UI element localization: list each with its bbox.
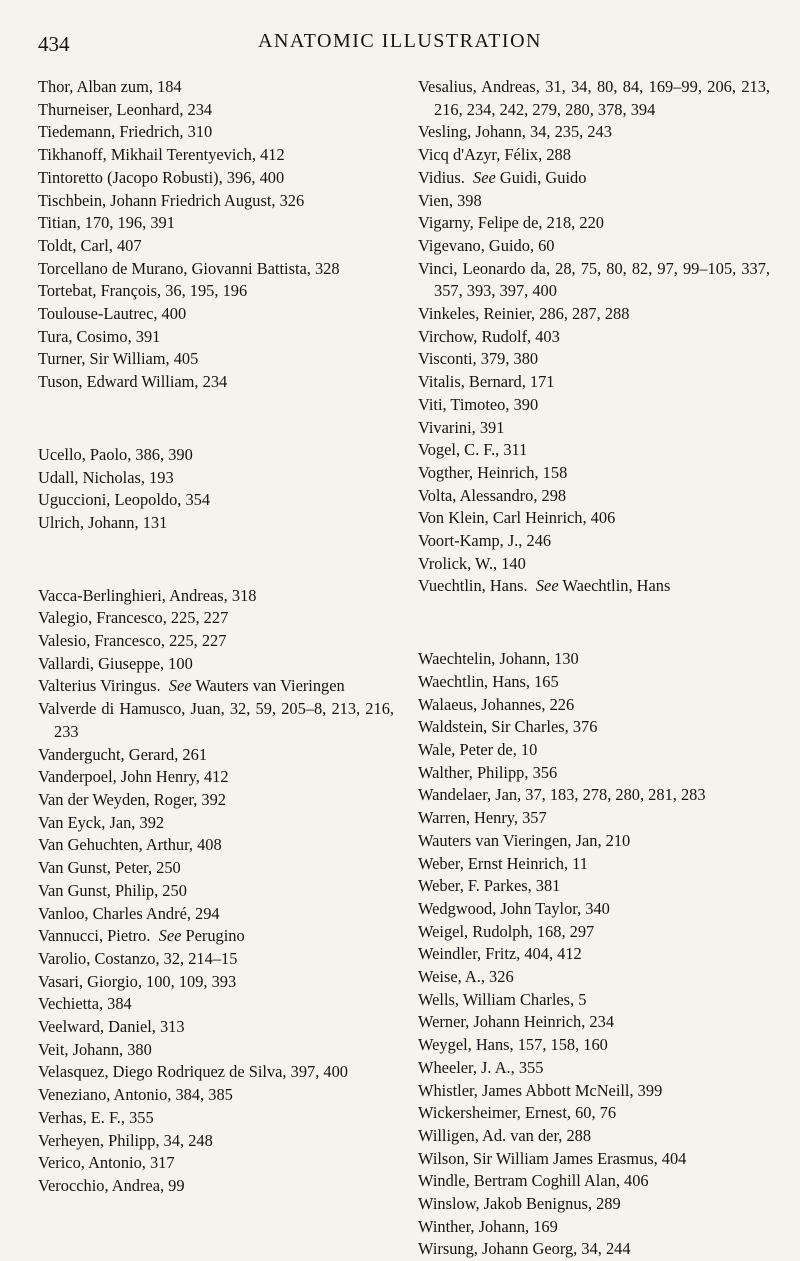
- index-entry-text: Turner, Sir William, 405: [38, 349, 199, 369]
- index-entry: [418, 943, 770, 966]
- index-entry: [418, 1193, 770, 1216]
- see-reference-label: See: [158, 926, 182, 946]
- index-entry-text: Vacca-Berlinghieri, Andreas, 318: [38, 585, 257, 605]
- index-entry: [418, 485, 770, 508]
- index-entry-text: Werner, Johann Heinrich, 234: [418, 1012, 615, 1032]
- index-entry: [38, 857, 394, 880]
- index-entry-text: Wilson, Sir William James Erasmus, 404: [418, 1148, 687, 1168]
- index-entry-text: Whistler, James Abbott McNeill, 399: [418, 1080, 663, 1100]
- see-reference-target: Guidi, Guido: [499, 167, 587, 187]
- index-entry-text: Vuechtlin, Hans.: [418, 576, 528, 596]
- index-entry-text: Von Klein, Carl Heinrich, 406: [418, 508, 616, 528]
- index-entry-text: Warren, Henry, 357: [418, 808, 547, 828]
- index-entry-text: Verocchio, Andrea, 99: [38, 1175, 185, 1195]
- index-entry: [38, 1061, 394, 1084]
- index-entry: [418, 1034, 770, 1057]
- index-entry-text: Tikhanoff, Mikhail Terentyevich, 412: [38, 145, 285, 165]
- index-entry: [418, 807, 770, 830]
- index-entry-text: Van Eyck, Jan, 392: [38, 812, 165, 832]
- index-entry-text: Vasari, Giorgio, 100, 109, 393: [38, 971, 237, 991]
- index-entry: [38, 235, 394, 258]
- index-entry-text: Tischbein, Johann Friedrich August, 326: [38, 190, 305, 210]
- index-entry: [38, 675, 394, 698]
- index-entry-text: Vogel, C. F., 311: [418, 440, 528, 460]
- index-entry: [418, 966, 770, 989]
- index-entry: [418, 1148, 770, 1171]
- index-entry: [418, 371, 770, 394]
- index-entry-text: Wauters van Vieringen, Jan, 210: [418, 830, 631, 850]
- index-entry-text: Vannucci, Pietro.: [38, 926, 151, 946]
- index-entry: [418, 553, 770, 576]
- index-entry: [38, 744, 394, 767]
- index-entry: [418, 694, 770, 717]
- index-entry-text: Wirsung, Johann Georg, 34, 244: [418, 1239, 631, 1259]
- index-entry-text: Wickersheimer, Ernest, 60, 76: [418, 1103, 617, 1123]
- index-entry: [418, 989, 770, 1012]
- index-entry-text: Waechtelin, Johann, 130: [418, 649, 579, 669]
- index-entry: [38, 76, 394, 99]
- index-entry-text: Tortebat, François, 36, 195, 196: [38, 281, 248, 301]
- index-entry-text: Waldstein, Sir Charles, 376: [418, 717, 598, 737]
- index-entry: [38, 489, 394, 512]
- index-entry: [38, 1107, 394, 1130]
- see-reference-target: Waechtlin, Hans: [562, 576, 671, 596]
- index-entry: [418, 507, 770, 530]
- index-entry: [418, 830, 770, 853]
- index-entry-text: Verheyen, Philipp, 34, 248: [38, 1130, 213, 1150]
- index-entry: [418, 1170, 770, 1193]
- index-entry: [418, 76, 770, 121]
- index-entry: [38, 512, 394, 535]
- index-entry: [38, 834, 394, 857]
- index-entry: [418, 462, 770, 485]
- index-entry-text: Wale, Peter de, 10: [418, 739, 538, 759]
- index-entry-text: Toulouse-Lautrec, 400: [38, 304, 187, 324]
- index-entry: [38, 348, 394, 371]
- index-entry: [38, 1130, 394, 1153]
- index-entry: [418, 167, 770, 190]
- index-entry: [38, 99, 394, 122]
- index-entry: [38, 903, 394, 926]
- index-entry-text: Weygel, Hans, 157, 158, 160: [418, 1035, 608, 1055]
- index-entry: [38, 971, 394, 994]
- index-entry-text: Valverde di Hamusco, Juan, 32, 59, 205–8, 213, 216, 233: [38, 699, 394, 741]
- index-entry-text: Windle, Bertram Coghill Alan, 406: [418, 1171, 649, 1191]
- index-entry: [38, 258, 394, 281]
- index-entry: [418, 258, 770, 303]
- index-entry-text: Winther, Johann, 169: [418, 1216, 558, 1236]
- index-entry: [418, 1011, 770, 1034]
- index-entry: [38, 444, 394, 467]
- index-entry: [418, 875, 770, 898]
- index-entry-text: Weigel, Rudolph, 168, 297: [418, 921, 595, 941]
- index-entry-text: Walther, Philipp, 356: [418, 762, 558, 782]
- index-entry: [418, 575, 770, 598]
- index-entry: [418, 121, 770, 144]
- see-reference-label: See: [535, 576, 559, 596]
- index-entry: [38, 585, 394, 608]
- index-entry: [38, 812, 394, 835]
- index-entry-text: Vogther, Heinrich, 158: [418, 462, 568, 482]
- running-title: ANATOMIC ILLUSTRATION: [258, 30, 542, 52]
- see-reference-target: Perugino: [185, 926, 245, 946]
- index-entry: [418, 1216, 770, 1239]
- index-entry: [418, 212, 770, 235]
- index-entry: [38, 303, 394, 326]
- index-entry: [418, 648, 770, 671]
- index-entry-text: Tura, Cosimo, 391: [38, 326, 161, 346]
- index-entry-text: Tintoretto (Jacopo Robusti), 396, 400: [38, 167, 285, 187]
- index-entry-text: Weindler, Fritz, 404, 412: [418, 944, 582, 964]
- index-section-gap: [38, 535, 394, 585]
- index-entry-text: Wandelaer, Jan, 37, 183, 278, 280, 281, 283: [418, 785, 706, 805]
- index-entry-text: Thurneiser, Leonhard, 234: [38, 99, 213, 119]
- index-entry: [38, 1152, 394, 1175]
- index-entry-text: Veneziano, Antonio, 384, 385: [38, 1085, 233, 1105]
- index-entry-text: Tuson, Edward William, 234: [38, 372, 228, 392]
- index-entry-text: Valterius Viringus.: [38, 676, 161, 696]
- index-entry-text: Vrolick, W., 140: [418, 553, 526, 573]
- index-entry: [38, 167, 394, 190]
- index-entry: [418, 235, 770, 258]
- index-entry: [38, 1084, 394, 1107]
- index-entry-text: Weber, F. Parkes, 381: [418, 876, 561, 896]
- index-entry: [418, 853, 770, 876]
- index-entry: [38, 1175, 394, 1198]
- index-entry-text: Van Gunst, Peter, 250: [38, 858, 181, 878]
- index-entry: [38, 326, 394, 349]
- index-entry-text: Veit, Johann, 380: [38, 1039, 152, 1059]
- index-entry: [38, 880, 394, 903]
- index-entry-text: Thor, Alban zum, 184: [38, 77, 182, 96]
- see-reference-label: See: [168, 676, 192, 696]
- index-entry-text: Vesalius, Andreas, 31, 34, 80, 84, 169–99, 206, 213, 216, 234, 242, 279, 280, 378, 394: [418, 77, 770, 119]
- index-entry-text: Veelward, Daniel, 313: [38, 1017, 185, 1037]
- index-entry: [418, 303, 770, 326]
- index-entry-text: Wedgwood, John Taylor, 340: [418, 898, 610, 918]
- index-entry-text: Van Gehuchten, Arthur, 408: [38, 835, 222, 855]
- index-entry-text: Velasquez, Diego Rodriquez de Silva, 397, 400: [38, 1062, 348, 1082]
- index-entry-text: Torcellano de Murano, Giovanni Battista, 328: [38, 258, 340, 278]
- index-entry-text: Vinkeles, Reinier, 286, 287, 288: [418, 304, 630, 324]
- index-entry-text: Vigarny, Felipe de, 218, 220: [418, 213, 604, 233]
- index-entry: [418, 326, 770, 349]
- index-entry: [38, 1039, 394, 1062]
- index-entry-text: Vidius.: [418, 167, 465, 187]
- index-entry: [418, 1102, 770, 1125]
- index-entry-text: Vinci, Leonardo da, 28, 75, 80, 82, 97, 99–105, 337, 357, 393, 397, 400: [418, 258, 770, 301]
- index-entry: [418, 144, 770, 167]
- index-entry-text: Weise, A., 326: [418, 967, 514, 987]
- index-entry-text: Volta, Alessandro, 298: [418, 485, 567, 505]
- index-entry: [418, 1238, 770, 1261]
- index-entry: [38, 280, 394, 303]
- index-entry: [38, 766, 394, 789]
- index-entry: [38, 607, 394, 630]
- index-entry-text: Voort-Kamp, J., 246: [418, 531, 552, 551]
- index-entry: [38, 121, 394, 144]
- index-entry: [418, 394, 770, 417]
- index-entry-text: Verico, Antonio, 317: [38, 1153, 175, 1173]
- index-entry: [38, 698, 394, 743]
- index-entry: [418, 784, 770, 807]
- index-entry: [418, 762, 770, 785]
- index-entry-text: Vanloo, Charles André, 294: [38, 903, 220, 923]
- index-entry-text: Ulrich, Johann, 131: [38, 512, 168, 532]
- index-entry-text: Toldt, Carl, 407: [38, 235, 142, 255]
- index-entry: [418, 530, 770, 553]
- index-entry-text: Walaeus, Johannes, 226: [418, 694, 575, 714]
- index-column-left: [38, 76, 394, 1198]
- index-entry-text: Vitalis, Bernard, 171: [418, 372, 555, 392]
- index-entry-text: Uguccioni, Leopoldo, 354: [38, 490, 211, 510]
- index-entry-text: Vandergucht, Gerard, 261: [38, 744, 208, 764]
- index-entry: [38, 371, 394, 394]
- index-entry: [38, 630, 394, 653]
- index-entry: [418, 1080, 770, 1103]
- index-entry-text: Vivarini, 391: [418, 417, 505, 437]
- index-entry-text: Vallardi, Giuseppe, 100: [38, 653, 193, 673]
- index-entry-text: Virchow, Rudolf, 403: [418, 326, 560, 346]
- index-entry-text: Winslow, Jakob Benignus, 289: [418, 1194, 621, 1214]
- index-entry-text: Vigevano, Guido, 60: [418, 235, 555, 255]
- index-entry-text: Viti, Timoteo, 390: [418, 394, 539, 414]
- index-entry-text: Valesio, Francesco, 225, 227: [38, 631, 227, 651]
- index-entry-text: Vechietta, 384: [38, 994, 132, 1014]
- index-entry: [38, 948, 394, 971]
- index-entry-text: Titian, 170, 196, 391: [38, 213, 175, 233]
- index-entry: [418, 417, 770, 440]
- index-entry: [38, 212, 394, 235]
- see-reference-target: Wauters van Vieringen: [195, 676, 345, 696]
- index-entry: [418, 190, 770, 213]
- index-entry-text: Udall, Nicholas, 193: [38, 467, 174, 487]
- index-section-gap: [418, 598, 770, 648]
- index-entry-text: Verhas, E. F., 355: [38, 1107, 154, 1127]
- index-entry: [418, 921, 770, 944]
- index-entry-text: Tiedemann, Friedrich, 310: [38, 122, 213, 142]
- index-entry: [38, 925, 394, 948]
- index-entry-text: Vesling, Johann, 34, 235, 243: [418, 122, 612, 142]
- index-entry-text: Vien, 398: [418, 190, 482, 210]
- index-entry-text: Vicq d'Azyr, Félix, 288: [418, 145, 571, 165]
- index-section-gap: [38, 394, 394, 444]
- page-number: 434: [38, 32, 70, 56]
- index-entry: [418, 439, 770, 462]
- index-entry: [418, 671, 770, 694]
- index-entry-text: Vanderpoel, John Henry, 412: [38, 767, 229, 787]
- index-column-right: [418, 76, 770, 1261]
- index-entry-text: Wheeler, J. A., 355: [418, 1057, 544, 1077]
- index-entry-text: Van der Weyden, Roger, 392: [38, 789, 226, 809]
- index-entry-text: Waechtlin, Hans, 165: [418, 671, 559, 691]
- index-entry-text: Wells, William Charles, 5: [418, 989, 587, 1009]
- index-entry: [418, 739, 770, 762]
- index-entry: [418, 898, 770, 921]
- index-entry: [38, 144, 394, 167]
- index-entry: [418, 348, 770, 371]
- index-entry: [38, 993, 394, 1016]
- index-entry-text: Ucello, Paolo, 386, 390: [38, 444, 193, 464]
- page-header: [38, 28, 762, 58]
- index-entry-text: Van Gunst, Philip, 250: [38, 880, 187, 900]
- index-entry: [418, 1125, 770, 1148]
- index-entry-text: Valegio, Francesco, 225, 227: [38, 608, 229, 628]
- index-entry: [38, 1016, 394, 1039]
- index-entry: [38, 653, 394, 676]
- index-entry: [418, 1057, 770, 1080]
- index-entry-text: Willigen, Ad. van der, 288: [418, 1125, 592, 1145]
- index-entry-text: Visconti, 379, 380: [418, 349, 539, 369]
- index-entry: [38, 190, 394, 213]
- index-entry: [38, 789, 394, 812]
- index-entry: [38, 467, 394, 490]
- index-entry-text: Varolio, Costanzo, 32, 214–15: [38, 948, 238, 968]
- index-entry-text: Weber, Ernst Heinrich, 11: [418, 853, 588, 873]
- see-reference-label: See: [473, 167, 496, 187]
- index-entry: [418, 716, 770, 739]
